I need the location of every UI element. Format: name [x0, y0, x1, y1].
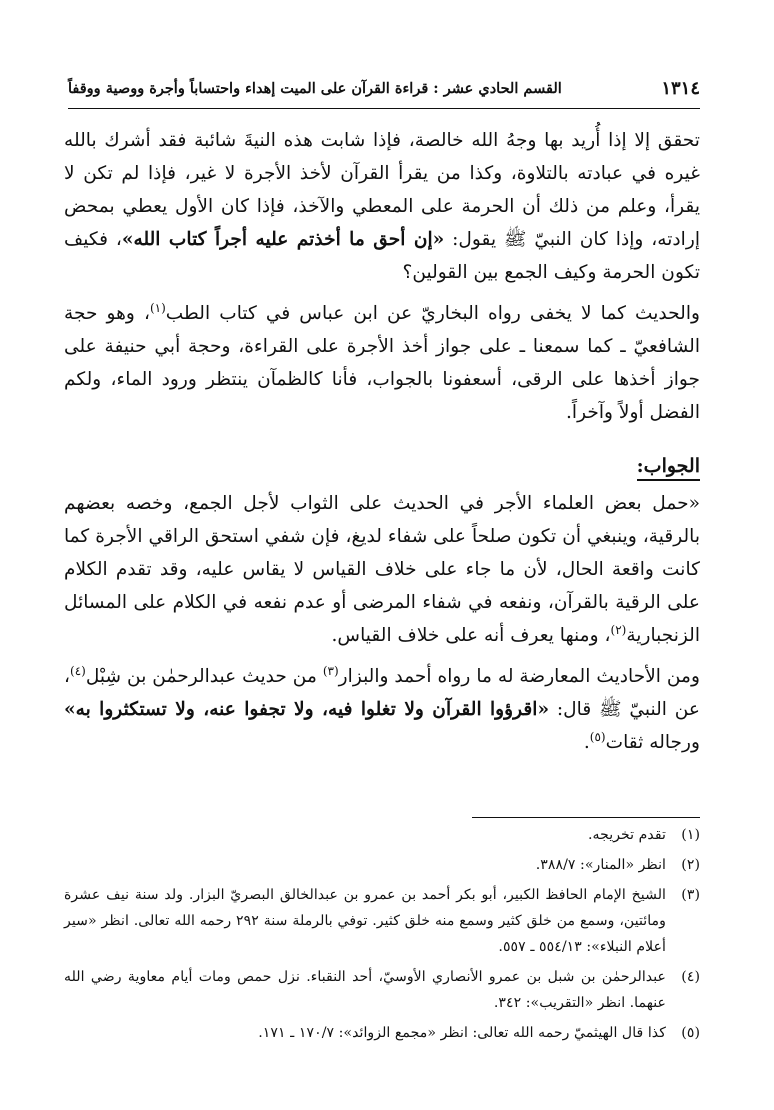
footnote-text: تقدم تخريجه.	[587, 827, 666, 843]
footnote-text: كذا قال الهيثميّ رحمه الله تعالى: انظر «مجمع الزوائد»: ١٧٠/٧ ـ ١٧١.	[258, 1025, 666, 1041]
footnote-item	[64, 822, 700, 848]
answer-heading: الجواب:	[637, 453, 700, 481]
text-run: .	[583, 732, 590, 753]
hadith-quote: «إن أحق ما أخذتم عليه أجراً كتاب الله»	[121, 229, 445, 250]
footnote-number: (٥)	[681, 1025, 700, 1041]
text-run: والحديث كما لا يخفى رواه البخاريّ عن ابن عباس في كتاب الطب	[165, 303, 700, 324]
footnote-item	[64, 1020, 700, 1046]
footnote-text: انظر «المنار»: ٣٨٨/٧.	[535, 857, 666, 873]
text-run: ، وهو حجة الشافعيّ ـ كما سمعنا ـ على جواز أخذ الأجرة على القراءة، وحجة أبي حنيفة على جواز أخذها على الرقى، أسعفونا بالجواب، فأنا كالظمآن ينتظر ورود الماء، ولكم الفضل أولاً وآخراً.	[64, 303, 700, 423]
text-run: «حمل بعض العلماء الأجر في الحديث على الثواب لأجل الجمع، وخصه بعضهم بالرقية، وينبغي أن تكون صلحاً على شفاء لديغ، فإن شفي استحق الراقي الأجرة كما كانت واقعة الحال، لأن ما جاء على خلاف القياس لا يقاس عليه، وقد تقدم الكلام على الرقية بالقرآن، ونفعه في شفاء المرضى أو عدم نفعه في الكلام على المسائل الزنجبارية	[64, 493, 700, 646]
text-run: ورجاله ثقات	[605, 732, 700, 753]
footnote-text: الشيخ الإمام الحافظ الكبير، أبو بكر أحمد بن عمرو بن عبدالخالق البصريّ البزار. ولد سنة نيف عشرة ومائتين، وسمع من خلق كثير وسمع منه خلق كثير. توفي بالرملة سنة ٢٩٢ رحمه الله تعالى. انظر «سير أعلام النبلاء»: ٥٥٤/١٣ ـ ٥٥٧.	[64, 887, 666, 955]
footnote-ref: (٣)	[322, 663, 339, 678]
footnote-ref: (١)	[149, 300, 166, 315]
text-run: ، فكيف تكون الحرمة وكيف الجمع بين القولين؟	[64, 229, 700, 283]
footnote-item	[64, 964, 700, 1016]
text-run: ، ومنها يعرف أنه على خلاف القياس.	[331, 625, 611, 646]
text-run: ومن الأحاديث المعارضة له ما رواه أحمد والبزار	[338, 666, 700, 687]
footnote-separator	[472, 817, 700, 818]
footnote-number: (١)	[681, 827, 700, 843]
text-run: من حديث عبدالرحمٰن بن شِبْل	[85, 666, 323, 687]
footnote-ref: (٤)	[70, 663, 86, 678]
footnotes	[64, 822, 700, 1050]
text-run: ، عن النبيّ ﷺ قال:	[64, 666, 700, 720]
footnote-ref: (٥)	[589, 729, 606, 744]
footnote-number: (٤)	[681, 969, 700, 985]
running-title: القسم الحادي عشر : قراءة القرآن على الميت إهداء واحتساباً وأجرة ووصية ووقفاً	[68, 80, 562, 97]
footnote-number: (٢)	[681, 857, 700, 873]
paragraph-answer-2	[64, 660, 700, 759]
footnote-item	[64, 852, 700, 878]
page-number: ١٣١٤	[661, 78, 700, 99]
main-text	[64, 124, 700, 767]
footnote-item	[64, 882, 700, 960]
paragraph-question-2	[64, 297, 700, 429]
paragraph-question-1	[64, 124, 700, 289]
paragraph-answer-1	[64, 487, 700, 652]
footnote-text: عبدالرحمٰن بن شبل بن عمرو الأنصاري الأوسيّ، أحد النقباء. نزل حمص ومات أيام معاوية رضي الله عنهما. انظر «التقريب»: ٣٤٢.	[64, 969, 666, 1011]
footnote-number: (٣)	[681, 887, 700, 903]
text-run: تحقق إلا إذا أُريد بها وجهُ الله خالصة، فإذا شابت هذه النيةَ شائبة فقد أشرك بالله غيره في عبادته بالتلاوة، وكذا من يقرأ القرآن لأخذ الأجرة لا غير، فإذا لم تكن لا يقرأ، وعلم من ذلك أن الحرمة على المعطي والآخذ، فإذا كان الأول يعطي بمحض إرادته، وإذا كان النبيّ ﷺ يقول:	[64, 130, 700, 250]
hadith-quote: «اقرؤوا القرآن ولا تغلوا فيه، ولا تجفوا عنه، ولا تستكثروا به»	[64, 699, 550, 720]
running-header	[68, 78, 700, 109]
footnote-ref: (٢)	[610, 622, 627, 637]
